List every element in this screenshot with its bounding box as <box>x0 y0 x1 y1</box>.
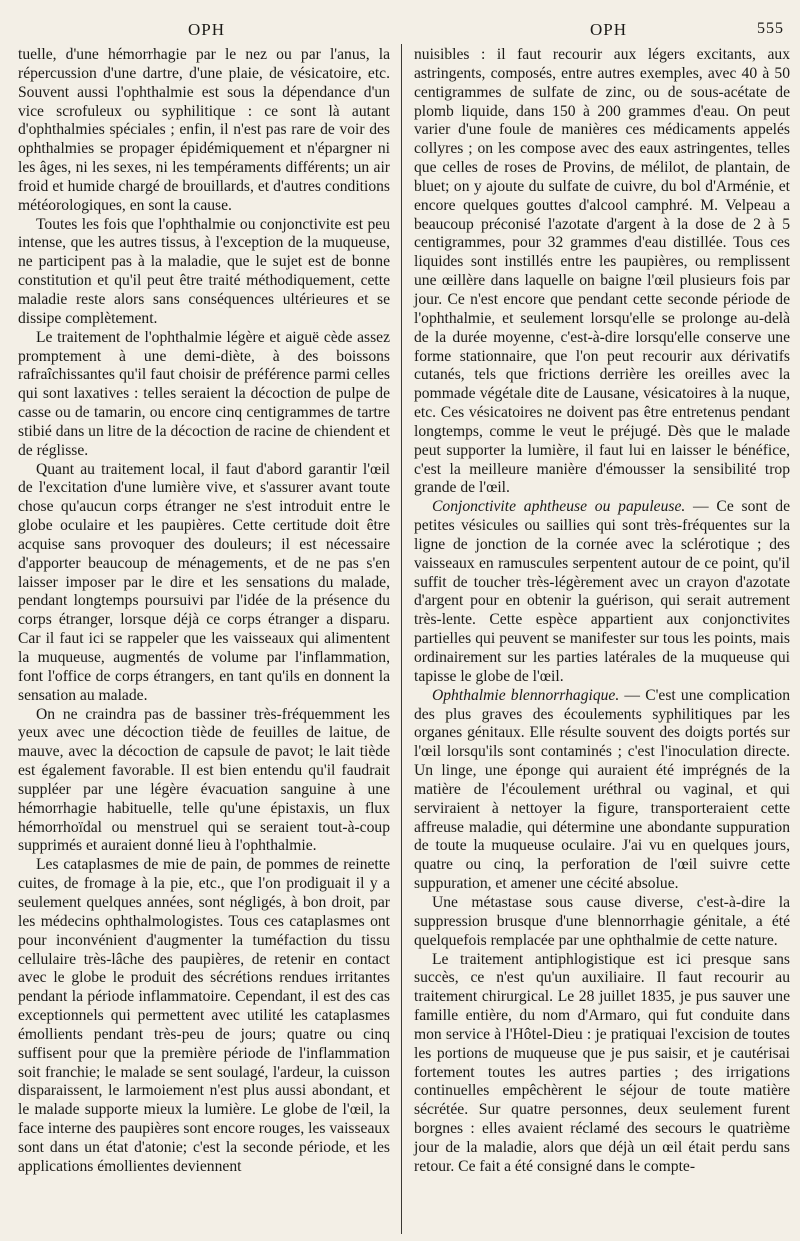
paragraph: tuelle, d'une hémorrhagie par le nez ou par l'anus, la répercussion d'une dartre, d'une plaie, de vésicatoire, etc. Souvent aussi l'ophthalmie est sous la dépendance d'un vice scrofuleux ou syphilitique : ce sont là autant d'ophthalmies spéciales ; enfin, il n'est pas rare de voir des ophthalmies se propager épidémiquement et n'épargner ni les âges, ni les sexes, ni les tempéraments différents; un air froid et humide chargé de brouillards, et d'autres conditions météorologiques, en sont la cause. <box>18 46 390 214</box>
paragraph: Une métastase sous cause diverse, c'est-à-dire la suppression brusque d'une blennorrhagie génitale, a été quelquefois remplacée par une ophthalmie de cette nature. <box>414 893 790 949</box>
left-column <box>18 46 390 1177</box>
section-text: — Ce sont de petites vésicules ou saillies qui sont très-fréquentes sur la ligne de jonction de la cornée avec la sclérotique ; des vaisseaux en ramuscules serpentent autour de ce point, qu'il suffit de toucher très-légèrement avec un crayon d'azotate d'argent pour en obtenir la guérison, qui serait autrement très-lente. Cette espèce appartient aux conjonctivites partielles qui peuvent se manifester sur tous les points, mais ordinairement sur les parties latérales de la muqueuse qui tapisse le globe de l'œil. <box>414 498 790 685</box>
right-column <box>414 46 790 1177</box>
running-title-right: OPH <box>590 20 628 39</box>
paragraph: Quant au traitement local, il faut d'abord garantir l'œil de l'excitation d'une lumière vive, et s'assurer avant toute chose qu'aucun corps étranger ne s'est introduit entre le globe oculaire et les paupières. Cette certitude doit être acquise sans provoquer des douleurs; il est nécessaire d'apporter beaucoup de ménagements, et de ne pas s'en laisser imposer par le dire et les sensations du malade, pendant longtemps poursuivi par l'idée de la présence du corps étranger, lorsque déjà ce corps étranger a disparu. Car il faut ici se rappeler que les vaisseaux qui alimentent la muqueuse, augmentés de volume par l'inflammation, font l'office de corps étrangers, en tant qu'ils en donnent la sensation au malade. <box>18 460 390 704</box>
paragraph: Les cataplasmes de mie de pain, de pommes de reinette cuites, de fromage à la pie, etc., que l'on prodiguait il y a seulement quelques années, sont négligés, à bon droit, par les médecins ophthalmologistes. Tous ces cataplasmes ont pour inconvénient d'augmenter la tuméfaction du tissu cellulaire très-lâche des paupières, de retenir en contact avec le globe le produit des sécrétions rendues irritantes pendant la période inflammatoire. Cependant, il est des cas exceptionnels qui permettent avec utilité les cataplasmes émollients pendant très-peu de jours; quatre ou cinq suffisent pour que la première période de l'inflammation soit franchie; le malade se sent soulagé, l'ardeur, la cuisson disparaissent, le larmoiement n'est plus aussi abondant, et le malade supporte mieux la lumière. Le globe de l'œil, la face interne des paupières sont encore rouges, les vaisseaux sont dans un état d'atonie; c'est la seconde période, et les applications émollientes deviennent <box>18 856 390 1175</box>
running-title-left: OPH <box>188 20 226 39</box>
paragraph: nuisibles : il faut recourir aux légers excitants, aux astringents, composés, entre autres exemples, avec 40 à 50 centigrammes de sulfate de zinc, ou de sous-acétate de plomb liquide, dans 150 à 200 grammes d'eau. On peut varier d'une foule de manières ces médicaments appelés collyres ; on les compose avec des eaux astringentes, telles que celles de roses de Provins, de mélilot, de plantain, de bluet; on y ajoute du sulfate de cuivre, du bol d'Arménie, et encore quelques gouttes d'alcool camphré. M. Velpeau a beaucoup préconisé l'azotate d'argent à la dose de 2 à 5 centigrammes, pour 32 grammes d'eau distillée. Tous ces liquides sont instillés entre les paupières, ou remplissent une œillère dans laquelle on baigne l'œil plusieurs fois par jour. Ce n'est encore que pendant cette seconde période de l'ophthalmie, et seulement lorsqu'elle se prolonge au-delà de la durée moyenne, c'est-à-dire lorsqu'elle conserve une forme stationnaire, que l'on peut recourir aux dérivatifs cutanés, tels que frictions derrière les oreilles avec la pommade végétale dite de Lausane, vésicatoires à la nuque, etc. Ces vésicatoires ne doivent pas être entretenus pendant longtemps, comme le veut le préjugé. Dès que le malade peut supporter la lumière, il faut lui en laisser le bénéfice, c'est la meilleure manière d'émousser la sensibilité trop grande de l'œil. <box>414 46 790 497</box>
paragraph: Le traitement antiphlogistique est ici presque sans succès, ce n'est qu'un auxiliaire. Il faut recourir au traitement chirurgical. Le 28 juillet 1835, je pus sauver une famille entière, du nom d'Armaro, qui fut conduite dans mon service à l'Hôtel-Dieu : je pratiquai l'excision de toutes les portions de muqueuse que je pus saisir, et je cautérisai fortement toutes les autres parties ; des irrigations continuelles empêchèrent le séjour de toute matière sécrétée. Sur quatre personnes, deux seulement furent borgnes : elles avaient réclamé des secours le quatrième jour de la maladie, alors que déjà un œil était perdu sans retour. Ce fait a été consigné dans le compte- <box>414 950 790 1175</box>
section-heading: Ophthalmie blennorrhagique. <box>432 686 620 704</box>
section-text: — C'est une complication des plus graves des écoulements syphilitiques par les organes génitaux. Elle résulte souvent des doigts portés sur l'œil lorsqu'ils sont contaminés ; c'est l'inoculation directe. Un linge, une éponge qui auraient été imprégnés de la matière de l'écoulement uréthral ou vaginal, et qui serviraient à nettoyer la figure, transporteraient cette affreuse maladie, qui détermine une abondante suppuration de toute la muqueuse oculaire. J'ai vu en quelques jours, quatre ou cinq, la perforation de l'œil suivre cette suppuration, et amener une cécité absolue. <box>414 686 790 893</box>
paragraph: Toutes les fois que l'ophthalmie ou conjonctivite est peu intense, que les autres tissus, à l'exception de la muqueuse, ne participent pas à la maladie, que le sujet est de bonne constitution et qu'il peut être traité méthodiquement, cette maladie reste alors sans conséquences ultérieures et se dissipe complètement. <box>18 215 390 327</box>
running-header <box>0 20 800 46</box>
page-number: 555 <box>757 20 784 37</box>
column-divider <box>401 44 402 1234</box>
paragraph: Le traitement de l'ophthalmie légère et aiguë cède assez promptement à une demi-diète, à des boissons rafraîchissantes qu'il faut choisir de préférence parmi celles qui sont laxatives : telles seraient la décoction de pulpe de casse ou de tamarin, ou encore cinq centigrammes de tartre stibié dans un litre de la décoction de racine de chiendent et de réglisse. <box>18 328 390 459</box>
section-blennorrhagique <box>414 687 790 894</box>
section-aphtheuse <box>414 498 790 686</box>
paragraph: On ne craindra pas de bassiner très-fréquemment les yeux avec une décoction tiède de feuilles de laitue, de mauve, avec la décoction de capsule de pavot; le lait tiède est également favorable. Il est bien entendu qu'il faudrait suppléer par une légère évacuation sanguine à une hémorrhagie habituelle, telle qu'une épistaxis, un flux hémorrhoïdal ou menstruel qui se seraient tout-à-coup supprimés et auraient donné lieu à l'ophthalmie. <box>18 705 390 855</box>
section-heading: Conjonctivite aphtheuse ou papuleuse. <box>432 498 686 516</box>
